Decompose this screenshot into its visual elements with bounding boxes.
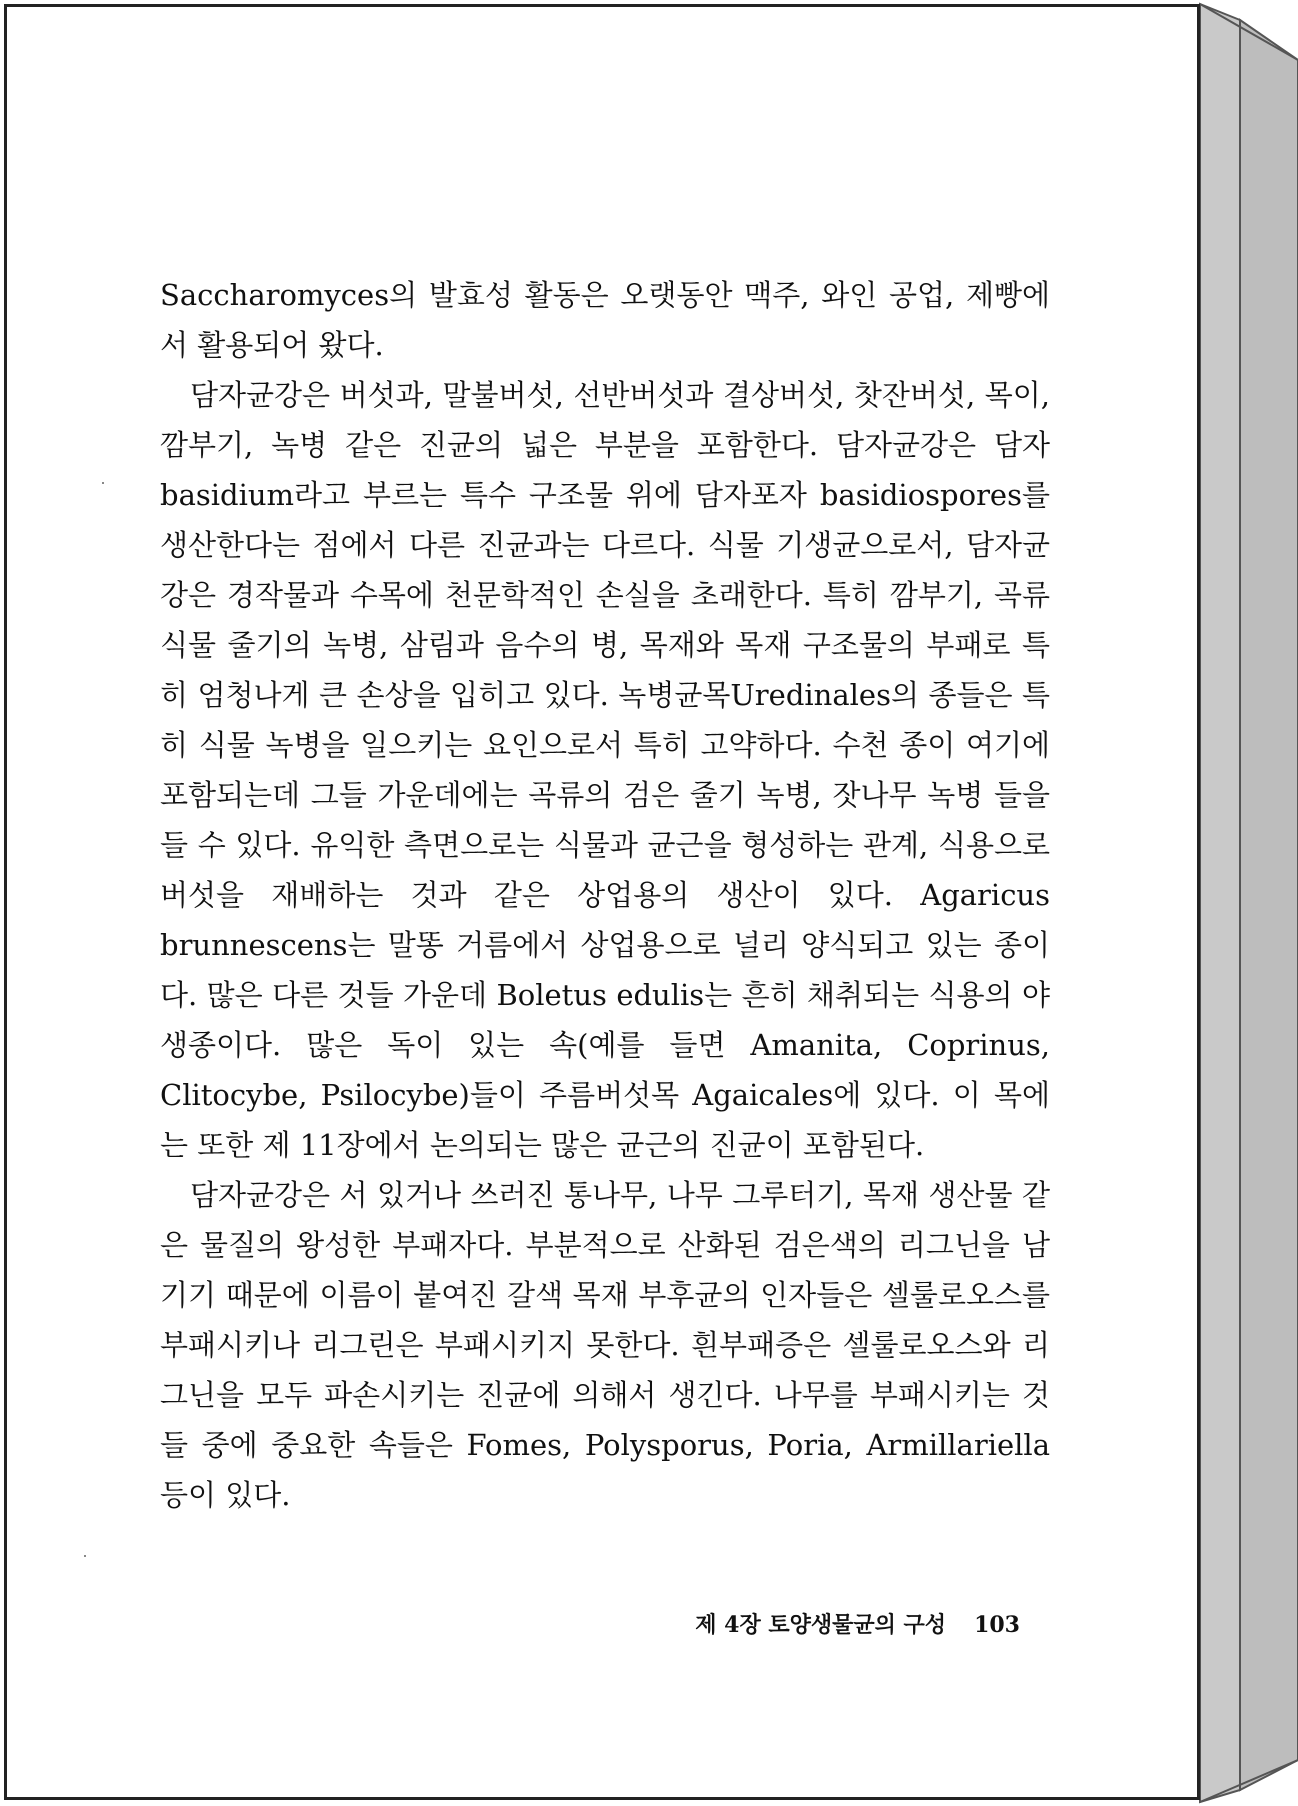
scan-speck [102, 482, 104, 484]
running-footer-chapter: 제 4장 토양생물균의 구성 [695, 1612, 947, 1638]
page-footer [600, 1605, 1020, 1645]
paragraph-3: 담자균강은 서 있거나 쓰러진 통나무, 나무 그루터기, 목재 생산물 같은 물질의 왕성한 부패자다. 부분적으로 산화된 검은색의 리그닌을 남기기 때문에 이름이 붙여진 갈색 목재 부후균의 인자들은 셀룰로오스를 부패시키나 리그린은 부패시키지 못한다. 흰부패증은 셀룰로오스와 리그닌을 모두 파손시키는 진균에 의해서 생긴다. 나무를 부패시키는 것들 중에 중요한 속들은 Fomes, Polysporus, Poria, Armillariella 등이 있다. [160, 1178, 1050, 1512]
paragraph-2: 담자균강은 버섯과, 말불버섯, 선반버섯과 결상버섯, 찻잔버섯, 목이, 깜부기, 녹병 같은 진균의 넓은 부분을 포함한다. 담자균강은 담자 basidium라고 부르는 특수 구조물 위에 담자포자 basidiospores를 생산한다는 점에서 다른 진균과는 다르다. 식물 기생균으로서, 담자균강은 경작물과 수목에 천문학적인 손실을 초래한다. 특히 깜부기, 곡류 식물 줄기의 녹병, 삼림과 음수의 병, 목재와 목재 구조물의 부패로 특히 엄청나게 큰 손상을 입히고 있다. 녹병균목Uredinales의 종들은 특히 식물 녹병을 일으키는 요인으로서 특히 고약하다. 수천 종이 여기에 포함되는데 그들 가운데에는 곡류의 검은 줄기 녹병, 잣나무 녹병 들을 들 수 있다. 유익한 측면으로는 식물과 균근을 형성하는 관계, 식용으로 버섯을 재배하는 것과 같은 상업용의 생산이 있다. Agaricus brunnescens는 말똥 거름에서 상업용으로 널리 양식되고 있는 종이다. 많은 다른 것들 가운데 Boletus edulis는 흔히 채취되는 식용의 야생종이다. 많은 독이 있는 속(예를 들면 Amanita, Coprinus, Clitocybe, Psilocybe)들이 주름버섯목 Agaicales에 있다. 이 목에는 또한 제 11장에서 논의되는 많은 균근의 진균이 포함된다. [160, 378, 1050, 1162]
scan-speck [84, 1555, 86, 1557]
paragraph-1: Saccharomyces의 발효성 활동은 오랫동안 맥주, 와인 공업, 제빵에서 활용되어 왔다. [160, 278, 1050, 362]
body-text [160, 270, 1050, 1520]
page-number: 103 [974, 1612, 1020, 1638]
